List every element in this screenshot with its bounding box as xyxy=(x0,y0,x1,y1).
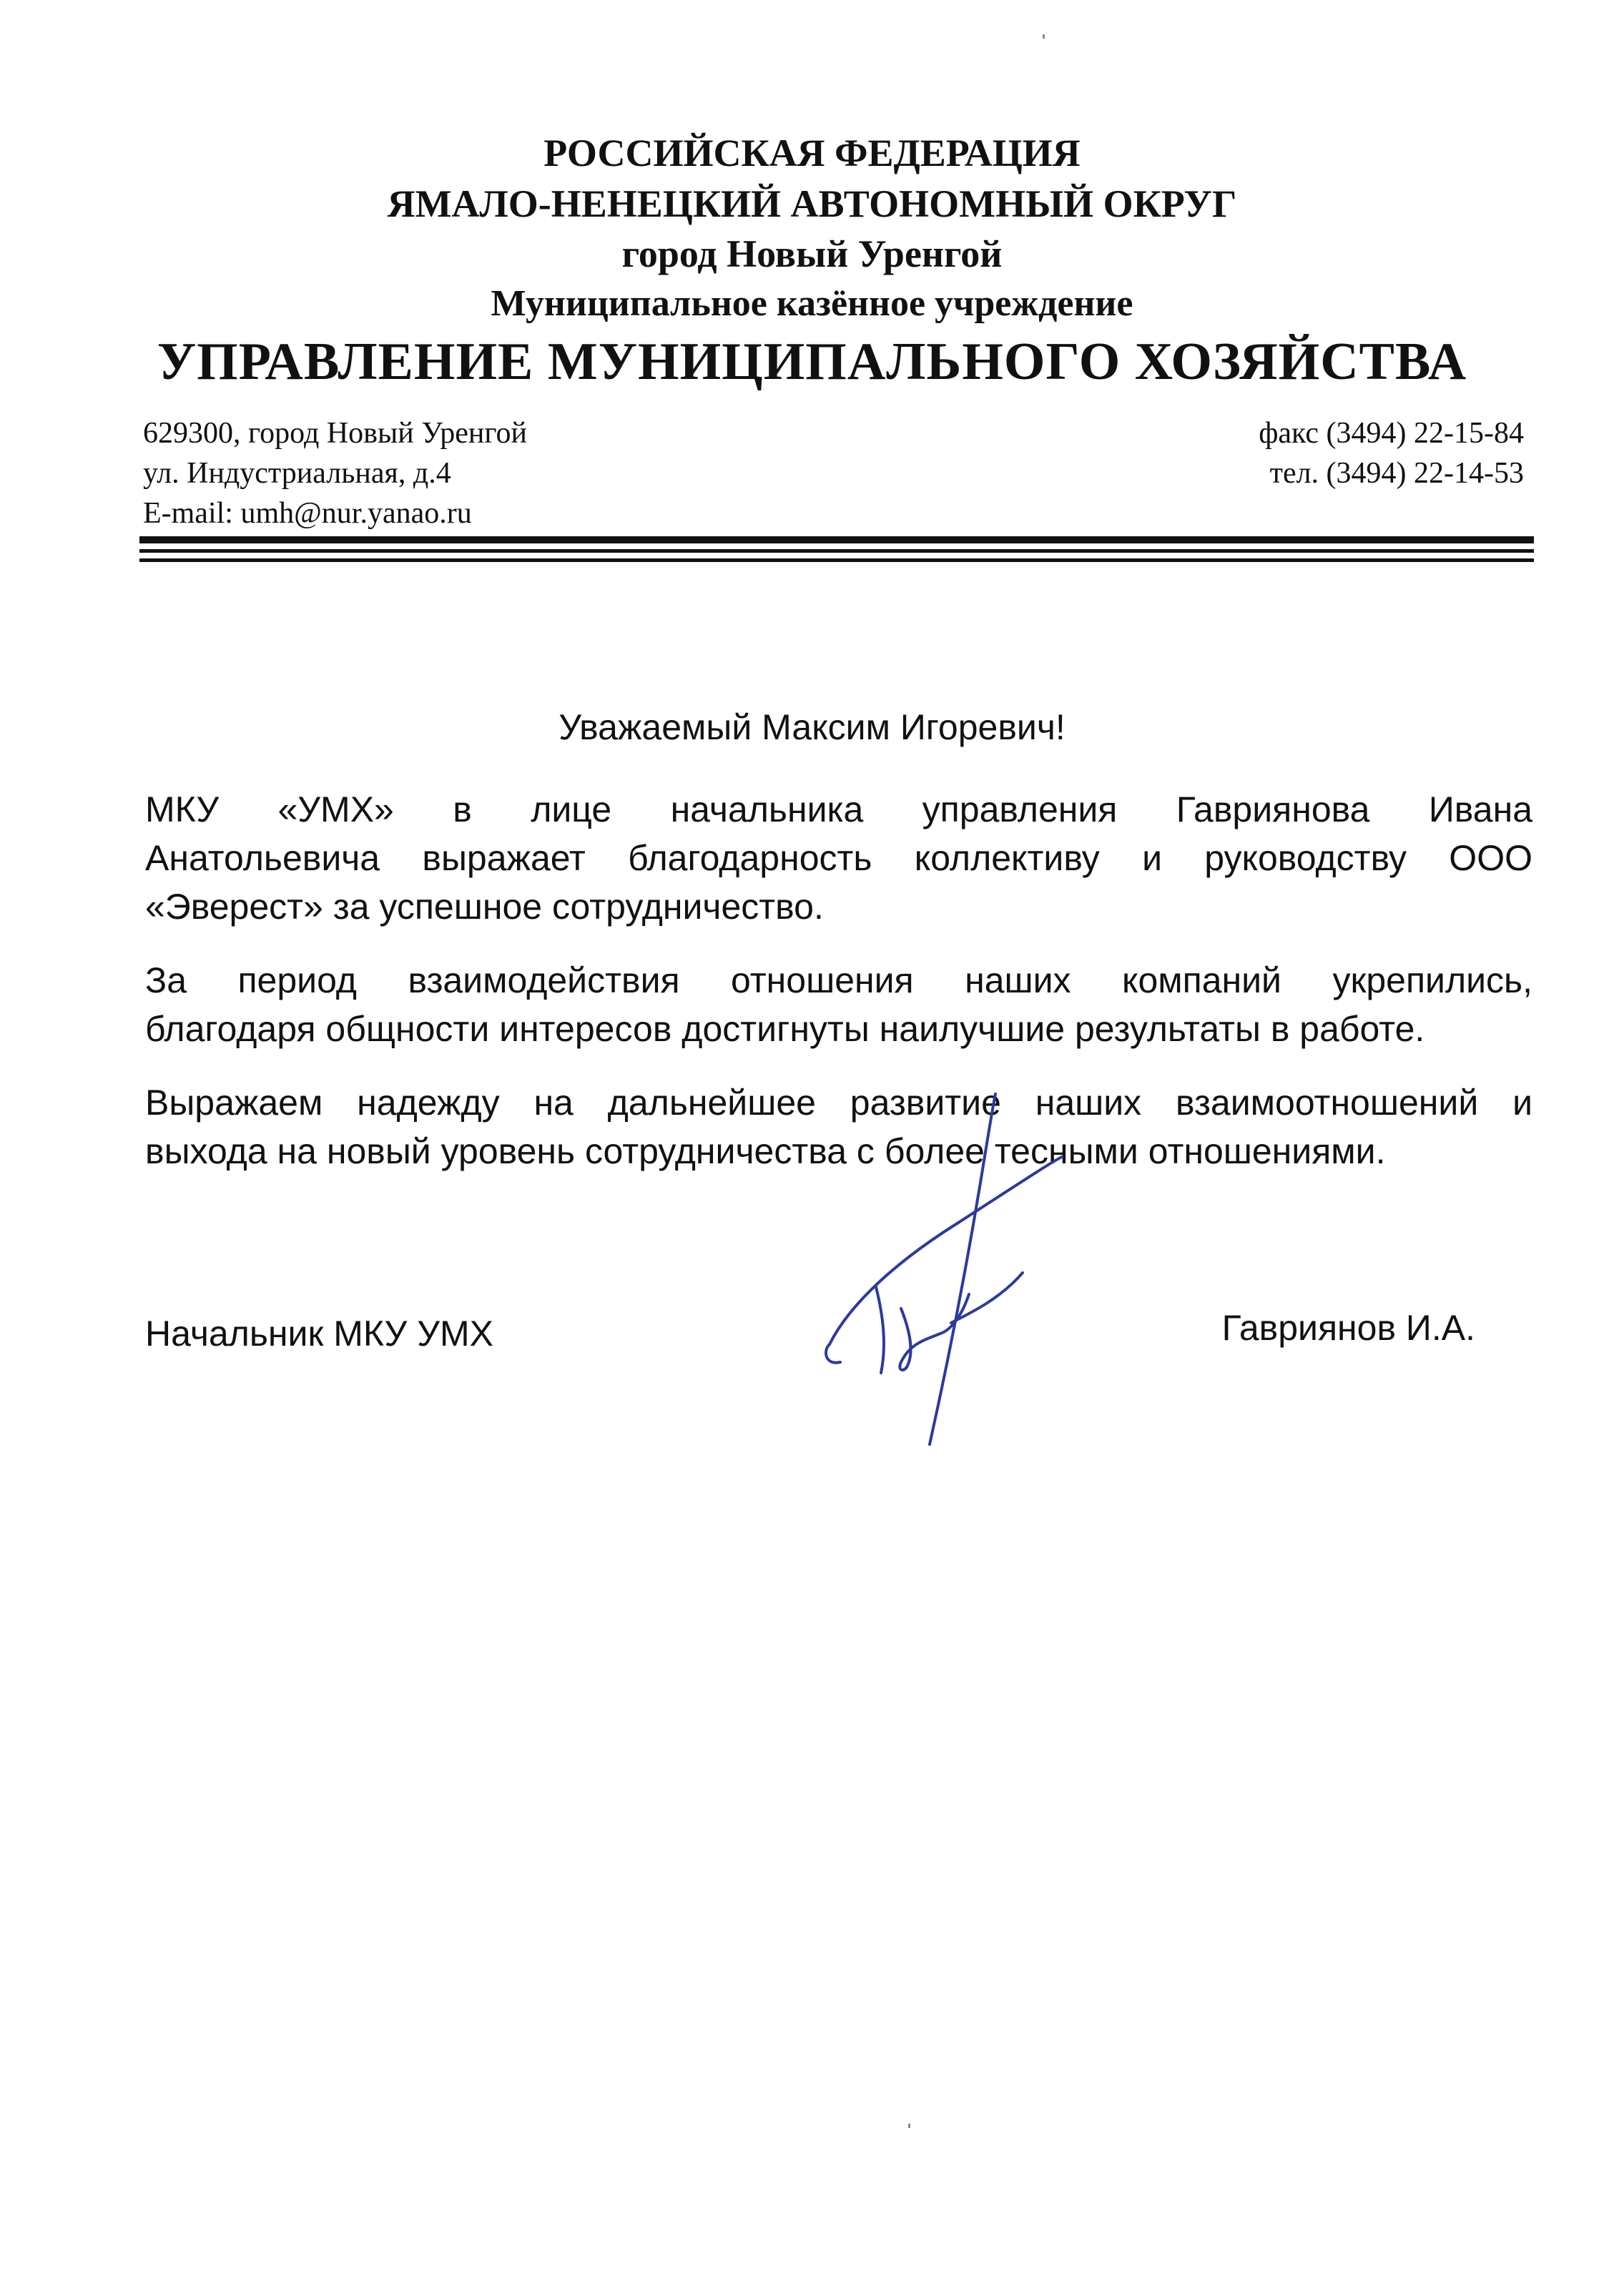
letterhead-region: ЯМАЛО-НЕНЕЦКИЙ АВТОНОМНЫЙ ОКРУГ xyxy=(387,182,1237,225)
scan-speck xyxy=(1043,34,1045,39)
contacts-phones xyxy=(1259,413,1524,493)
paragraph xyxy=(145,956,1532,1053)
paragraph-line: Выражаем надежду на дальнейшее развитие наших взаимоотношений и xyxy=(145,1083,1532,1123)
letterhead-divider-thin xyxy=(139,549,1534,553)
paragraph-line: За период взаимодействия отношения наших компаний укрепились, xyxy=(145,960,1532,1000)
paragraph-line: «Эверест» за успешное сотрудничество. xyxy=(145,887,824,927)
letterhead-institution-type: Муниципальное казённое учреждение xyxy=(491,283,1133,324)
contact-email: E-mail: umh@nur.yanao.ru xyxy=(143,497,472,530)
letterhead xyxy=(0,127,1624,395)
signatory-title: Начальник МКУ УМХ xyxy=(145,1314,493,1354)
handwritten-signature xyxy=(808,1080,1108,1452)
paragraph-line: благодаря общности интересов достигнуты наилучшие результаты в работе. xyxy=(145,1009,1425,1049)
paragraph xyxy=(145,785,1532,931)
letterhead-organization: УПРАВЛЕНИЕ МУНИЦИПАЛЬНОГО ХОЗЯЙСТВА xyxy=(157,332,1467,391)
contact-postal: 629300, город Новый Уренгой xyxy=(143,417,528,450)
paragraph-line: Анатольевича выражает благодарность коллективу и руководству ООО xyxy=(145,838,1532,878)
letterhead-country: РОССИЙСКАЯ ФЕДЕРАЦИЯ xyxy=(543,132,1081,174)
letterhead-divider-thin xyxy=(139,558,1534,562)
letterhead-city: город Новый Уренгой xyxy=(621,232,1003,275)
paragraph-line: выхода на новый уровень сотрудничества с более тесными отношениями. xyxy=(145,1131,1386,1171)
salutation: Уважаемый Максим Игоревич! xyxy=(558,707,1066,747)
paragraph-line: МКУ «УМХ» в лице начальника управления Гавриянова Ивана xyxy=(145,789,1532,829)
contact-phone: тел. (3494) 22-14-53 xyxy=(1269,457,1524,490)
contact-street: ул. Индустриальная, д.4 xyxy=(143,457,451,490)
contact-fax: факс (3494) 22-15-84 xyxy=(1259,417,1524,450)
signatory-name: Гавриянов И.А. xyxy=(1221,1308,1475,1348)
scan-speck xyxy=(908,2124,910,2128)
contacts-address xyxy=(143,413,527,533)
letterhead-divider-thick xyxy=(139,536,1534,543)
